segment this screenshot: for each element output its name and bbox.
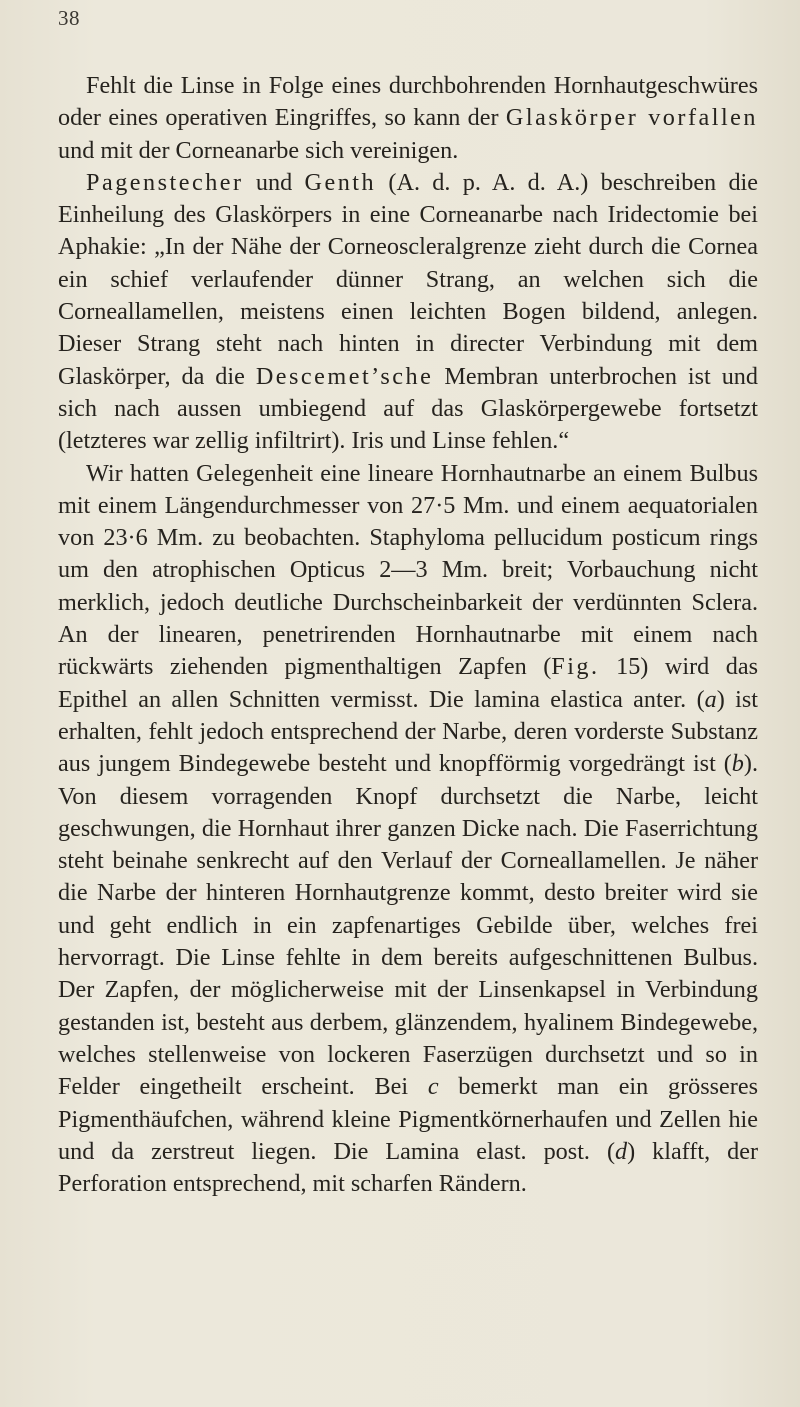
text-run: Wir hatten Gelegenheit eine lineare Hornhautnarbe an einem Bulbus mit einem Längendurchmesser von 27·5 Mm. und einem aequatorialen von 23·6 Mm. zu beobachten. Staphyloma pellucidum posticum rings um den atrophischen Opticus 2—3 Mm. breit; Vorbauchung nicht merklich, jedoch deutliche Durchscheinbarkeit der verdünnten Sclera. An der linearen, penetrirenden Hornhautnarbe mit einem nach rückwärts ziehenden pigmenthaltigen Zapfen (	[58, 459, 758, 681]
body-text	[58, 70, 758, 1200]
text-run: ). Von diesem vorragenden Knopf durchsetzt die Narbe, leicht geschwungen, die Hornhaut ihrer ganzen Dicke nach. Die Faserrichtung steht beinahe senkrecht auf den Verlauf der Corneallamellen. Je näher die Narbe der hinteren Hornhautgrenze kommt, desto breiter wird sie und geht endlich in ein zapfenartiges Gebilde über, welches frei hervorragt. Die Linse fehlte in dem bereits aufgeschnittenen Bulbus. Der Zapfen, der möglicherweise mit der Linsenkapsel in Verbindung gestanden ist, besteht aus derbem, glänzendem, hyalinem Bindegewebe, welches stellenweise von lockeren Faserzügen durchsetzt und so in Felder eingetheilt erscheint. Bei	[58, 750, 758, 1101]
page-number: 38	[58, 6, 80, 30]
figure-letter: c	[427, 1073, 439, 1101]
paragraph	[58, 167, 758, 458]
text-run: bemerkt man ein grösseres Pigmenthäufchen, während kleine Pigmentkörnerhaufen und Zellen hie und da zerstreut liegen. Die Lamina elast. post. (	[58, 1073, 758, 1165]
spaced-name: Pagenstecher	[86, 168, 244, 196]
figure-letter: b	[731, 750, 744, 778]
spaced-name: Descemet’sche	[255, 362, 434, 390]
text-run: ) klafft, der Perforation entsprechend, mit scharfen Rändern.	[58, 1137, 758, 1198]
spaced-name: Genth	[304, 168, 377, 196]
figure-letter: a	[704, 685, 717, 713]
paragraph	[58, 458, 758, 1201]
text-run: Fehlt die Linse in Folge eines durchbohrenden Hornhautgeschwüres oder eines operativen Eingriffes, so kann der	[58, 72, 758, 132]
figure-letter: d	[615, 1137, 628, 1165]
spaced-name: Fig.	[551, 653, 600, 681]
text-run: 15) wird das Epithel an allen Schnitten vermisst. Die lamina elastica anter. (	[58, 653, 758, 713]
text-run: und mit der Corneanarbe sich vereinigen.	[58, 136, 459, 164]
text-run: ) ist erhalten, fehlt jedoch entsprechend der Narbe, deren vorderste Substanz aus jungem Bindegewebe besteht und knopfförmig vorgedrängt ist (	[58, 685, 758, 778]
text-run: und	[243, 168, 305, 196]
text-run: (A. d. p. A. d. A.) beschreiben die Einheilung des Glaskörpers in eine Corneanarbe nach Iridectomie bei Aphakie: „In der Nähe der Corneoscleralgrenze zieht durch die Cornea ein schief verlaufender dünner Strang, an welchen sich die Corneallamellen, meistens einen leichten Bogen bildend, anlegen. Dieser Strang steht nach hinten in directer Verbindung mit dem Glaskörper, da die	[58, 168, 758, 390]
paragraph	[58, 70, 758, 167]
text-run: Membran unterbrochen ist und sich nach aussen umbiegend auf das Glaskörpergewebe fortsetzt (letzteres war zellig infiltrirt). Iris und Linse fehlen.“	[58, 362, 758, 455]
spaced-name: Glaskörper vorfallen	[505, 104, 758, 132]
